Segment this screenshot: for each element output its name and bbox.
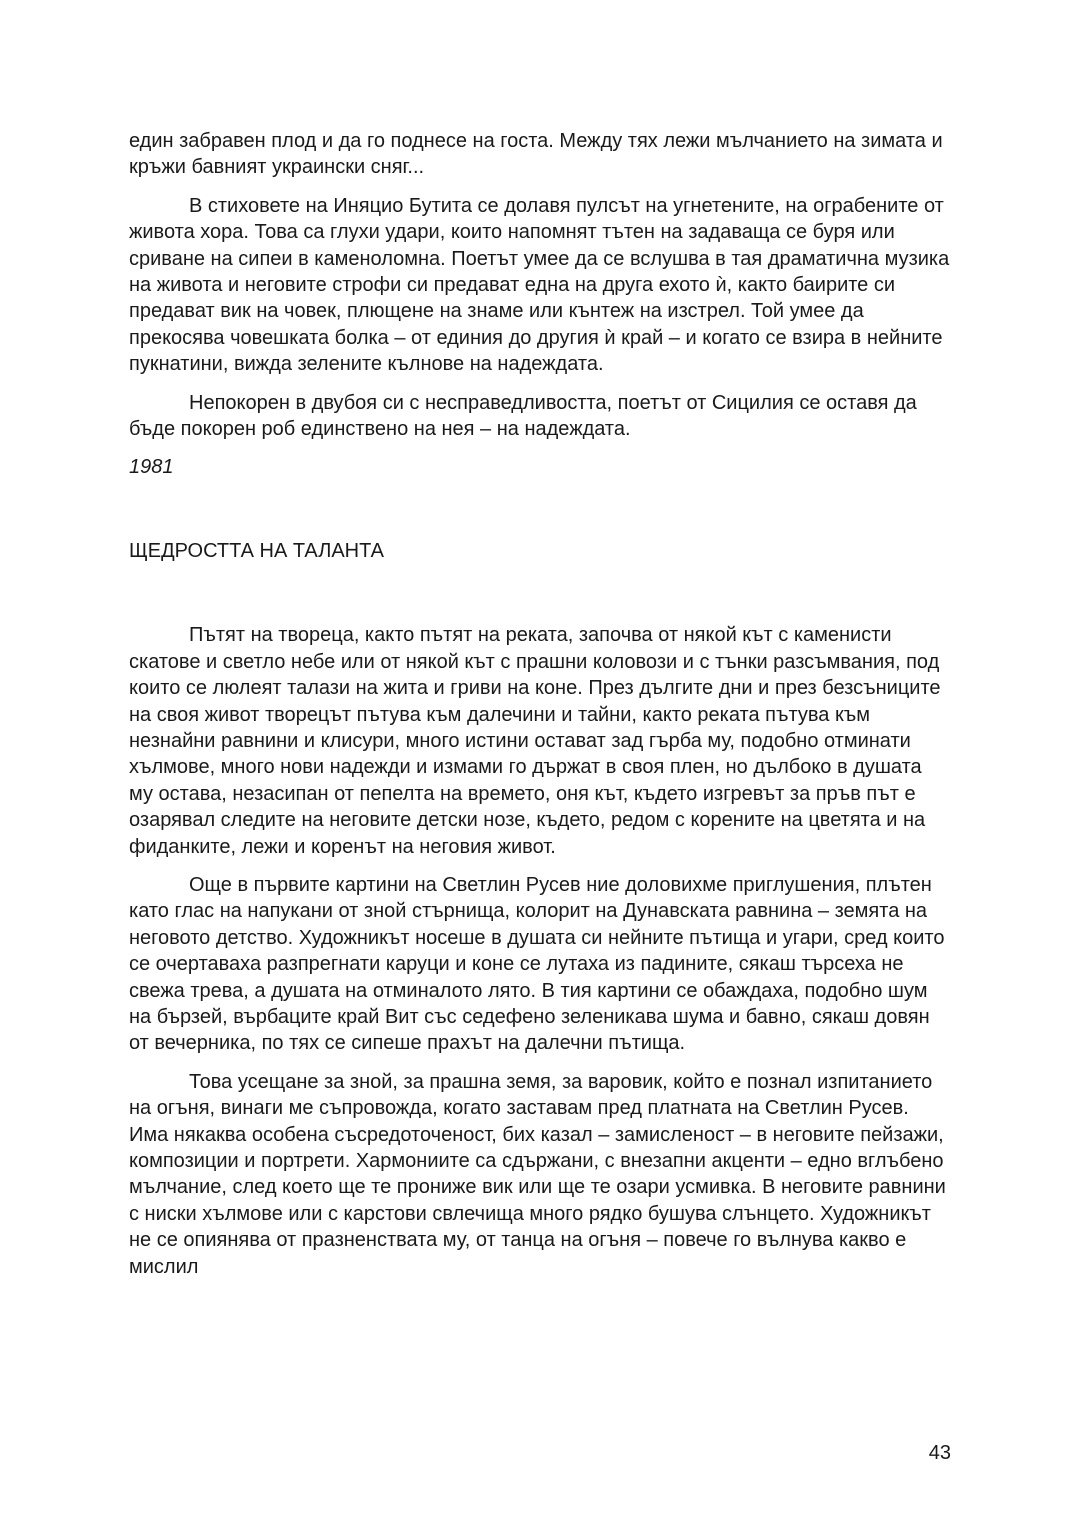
page-content xyxy=(129,128,951,1280)
paragraph-heat-feeling: Това усещане за зной, за прашна земя, за варовик, който е познал изпитанието на огъня, винаги ме съпровожда, когато заставам пред платната на Светлин Русев. Има някаква особена съсредоточеност, бих казал – замисленост – в неговите пейзажи, композиции и портрети. Хармониите са сдържани, с внезапни акценти – едно вглъбено мълчание, след което ще те прониже вик или ще те озари усмивка. В неговите равнини с ниски хълмове или с карстови свлечища много рядко бушува слънцето. Художникът не се опиянява от празненствата му, от танца на огъня – повече го вълнува какво е мислил xyxy=(129,1070,946,1278)
section-title: ЩЕДРОСТТА НА ТАЛАНТА xyxy=(129,539,385,562)
paragraph-continuation: един забравен плод и да го поднесе на госта. Между тях лежи мълчанието на зимата и кръжи бавният украински сняг... xyxy=(129,130,943,179)
paragraph-path-of-creator: Пътят на твореца, както пътят на реката, започва от някой кът с каменисти скатове и светло небе или от някой кът с прашни коловози и с тънки разсъмвания, под които се люлеят талази на жита и гриви на коне. През дългите дни и през безсъниците на своя живот творецът пътува към далечини и тайни, както реката пътува към незнайни равнини и клисури, много истини остават зад гърба му, подобно отминати хълмове, много нови надежди и измами го държат в своя плен, но дълбоко в душата му остава, незасипан от пепелта на времето, оня кът, където изгревът за пръв път е озарявал следите на неговите детски нозе, където, редом с корените на цветята и на фиданките, лежи и коренът на неговия живот. xyxy=(129,624,941,858)
paragraph-hope: Непокорен в двубоя си с несправедливостта, поетът от Сицилия се оставя да бъде покорен роб единствено на нея – на надеждата. xyxy=(129,391,917,441)
year-label: 1981 xyxy=(129,456,174,479)
page-number: 43 xyxy=(928,1442,951,1464)
paragraph-first-paintings: Още в първите картини на Светлин Русев ние доловихме приглушения, плътен като глас на напукани от зной стърнища, колорит на Дунавската равнина – земята на неговото детство. Художникът носеше в душата си нейните пътища и угари, сред които се очертаваха разпрегнати каруци и коне се лутаха из падините, сякаш търсеха не свежа трева, а душата на отминалото лято. В тия картини се обаждаха, подобно шум на бързей, върбаците край Вит със седефено зеленикава шума и бавно, сякаш довян от вечерника, по тях се сипеше прахът на далечни пътища. xyxy=(129,873,945,1055)
paragraph-butitta: В стиховете на Иняцио Бутита се долавя пулсът на угнетените, на ограбените от живота хора. Това са глухи удари, които напомнят тътен на задаваща се буря или сриване на сипеи в каменоломна. Поетът умее да се вслушва в тая драматична музика на живота и неговите строфи си предават една на друга ехото ѝ, както баирите си предават вик на човек, плющене на знаме или кънтеж на изстрел. Той умее да прекосява човешката болка – от единия до другия ѝ край – и когато се взира в нейните пукнатини, вижда зелените кълнове на надеждата. xyxy=(129,194,950,376)
